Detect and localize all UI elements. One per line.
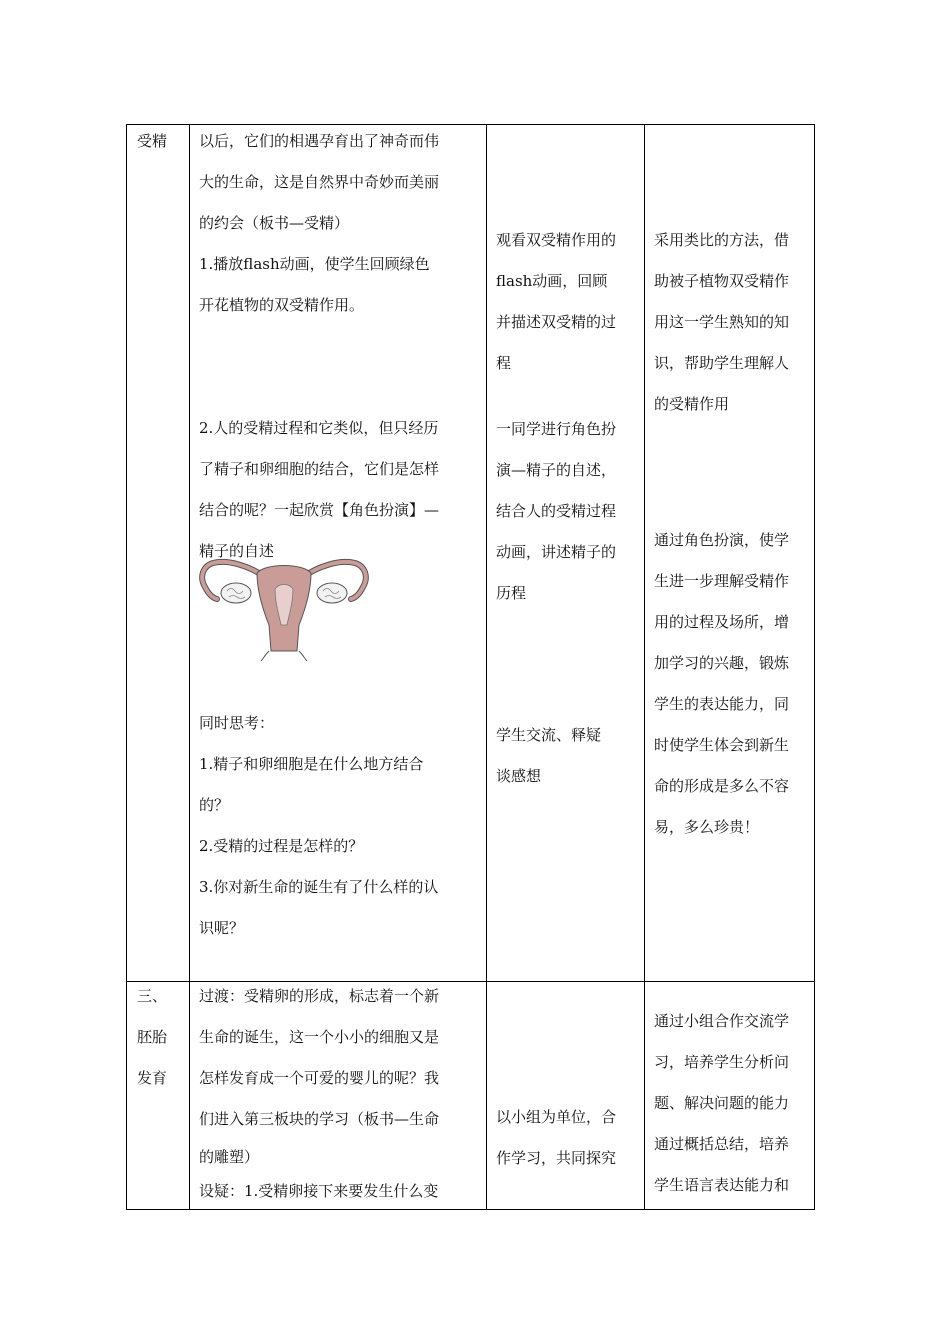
text-line: 精子的自述 xyxy=(199,542,275,560)
row2-intent-cell xyxy=(654,1001,789,1206)
text-line: 开花植物的双受精作用。 xyxy=(199,296,365,314)
column-divider xyxy=(644,125,645,1209)
text-line: 以小组为单位，合 xyxy=(496,1108,617,1126)
text-line: 的雕塑） xyxy=(199,1148,260,1166)
text-line: 程 xyxy=(496,354,512,372)
text-line: 并描述双受精的过 xyxy=(496,313,617,331)
text-line: 命的形成是多么不容 xyxy=(654,777,790,795)
text-line: 时使学生体会到新生 xyxy=(654,736,790,754)
row1-teacher-cell xyxy=(199,121,439,572)
text-line: 们进入第三板块的学习（板书—生命 xyxy=(199,1110,440,1128)
row1-stage-cell xyxy=(137,121,167,162)
row2-student-cell xyxy=(496,1097,616,1179)
text-line: 以后，它们的相遇孕育出了神奇而伟 xyxy=(199,132,440,150)
row1-student-cell xyxy=(496,220,616,614)
text-line: 加学习的兴趣，锻炼 xyxy=(654,654,790,672)
text-line: 的受精作用 xyxy=(654,395,730,413)
column-divider xyxy=(486,125,487,1209)
text-line: 3.你对新生命的诞生有了什么样的认 xyxy=(199,878,439,896)
row2-stage-cell xyxy=(137,976,167,1099)
text-line: 的约会（板书—受精） xyxy=(199,214,350,232)
text-line: 助被子植物双受精作 xyxy=(654,272,790,290)
text-line: 习，培养学生分析问 xyxy=(654,1053,790,1071)
text-line: 通过小组合作交流学 xyxy=(654,1012,790,1030)
text-line: 采用类比的方法，借 xyxy=(654,231,790,249)
text-line: 作学习，共同探究 xyxy=(496,1149,617,1167)
text-line: 生进一步理解受精作 xyxy=(654,572,790,590)
text-line: 动画，讲述精子的 xyxy=(496,543,617,561)
text-line: 同时思考： xyxy=(199,714,275,732)
uterus-illustration-icon xyxy=(199,553,369,661)
text-line: 通过角色扮演，使学 xyxy=(654,531,790,549)
text-line: 学生语言表达能力和 xyxy=(654,1176,790,1194)
row2-teacher-cell xyxy=(199,976,439,1208)
text-line: 的？ xyxy=(199,796,230,814)
row1-questions-cell xyxy=(199,703,438,949)
text-line: 一同学进行角色扮 xyxy=(496,420,617,438)
text-line: 易，多么珍贵！ xyxy=(654,818,760,836)
text-line: 设疑：1.受精卵接下来要发生什么变 xyxy=(199,1182,439,1200)
text-line: 通过概括总结，培养 xyxy=(654,1135,790,1153)
row1-intent-cell xyxy=(654,220,789,425)
text-line: 大的生命，这是自然界中奇妙而美丽 xyxy=(199,173,440,191)
text-line: 怎样发育成一个可爱的婴儿的呢？我 xyxy=(199,1069,440,1087)
row1-intent-roleplay-cell xyxy=(654,520,789,848)
text-line: 用的过程及场所，增 xyxy=(654,613,790,631)
text-line: 历程 xyxy=(496,584,527,602)
column-divider xyxy=(189,125,190,1209)
text-line: 演—精子的自述， xyxy=(496,461,617,479)
lesson-plan-table xyxy=(126,124,815,1210)
text-line: 结合人的受精过程 xyxy=(496,502,617,520)
text-line: 1.播放flash动画，使学生回顾绿色 xyxy=(199,255,430,273)
text-line: 观看双受精作用的 xyxy=(496,231,617,249)
stage-label: 三、 xyxy=(137,987,168,1005)
text-line: flash动画，回顾 xyxy=(496,272,608,290)
text-line: 学生的表达能力，同 xyxy=(654,695,790,713)
text-line: 识呢？ xyxy=(199,919,245,937)
text-line: 学生交流、释疑 xyxy=(496,726,602,744)
text-line: 1.精子和卵细胞是在什么地方结合 xyxy=(199,755,424,773)
text-line: 用这一学生熟知的知 xyxy=(654,313,790,331)
stage-label: 胚胎 xyxy=(137,1028,168,1046)
text-line: 识，帮助学生理解人 xyxy=(654,354,790,372)
stage-label: 受精 xyxy=(137,132,168,150)
text-line: 结合的呢？一起欣赏【角色扮演】— xyxy=(199,501,440,519)
text-line: 谈感想 xyxy=(496,767,542,785)
text-line: 生命的诞生，这一个小小的细胞又是 xyxy=(199,1028,440,1046)
text-line: 2.受精的过程是怎样的？ xyxy=(199,837,364,855)
text-line: 过渡：受精卵的形成，标志着一个新 xyxy=(199,987,440,1005)
row1-student-discussion-cell xyxy=(496,715,601,797)
stage-label: 发育 xyxy=(137,1069,168,1087)
text-line: 2.人的受精过程和它类似，但只经历 xyxy=(199,419,439,437)
text-line: 题、解决问题的能力 xyxy=(654,1094,790,1112)
text-line: 了精子和卵细胞的结合，它们是怎样 xyxy=(199,460,440,478)
